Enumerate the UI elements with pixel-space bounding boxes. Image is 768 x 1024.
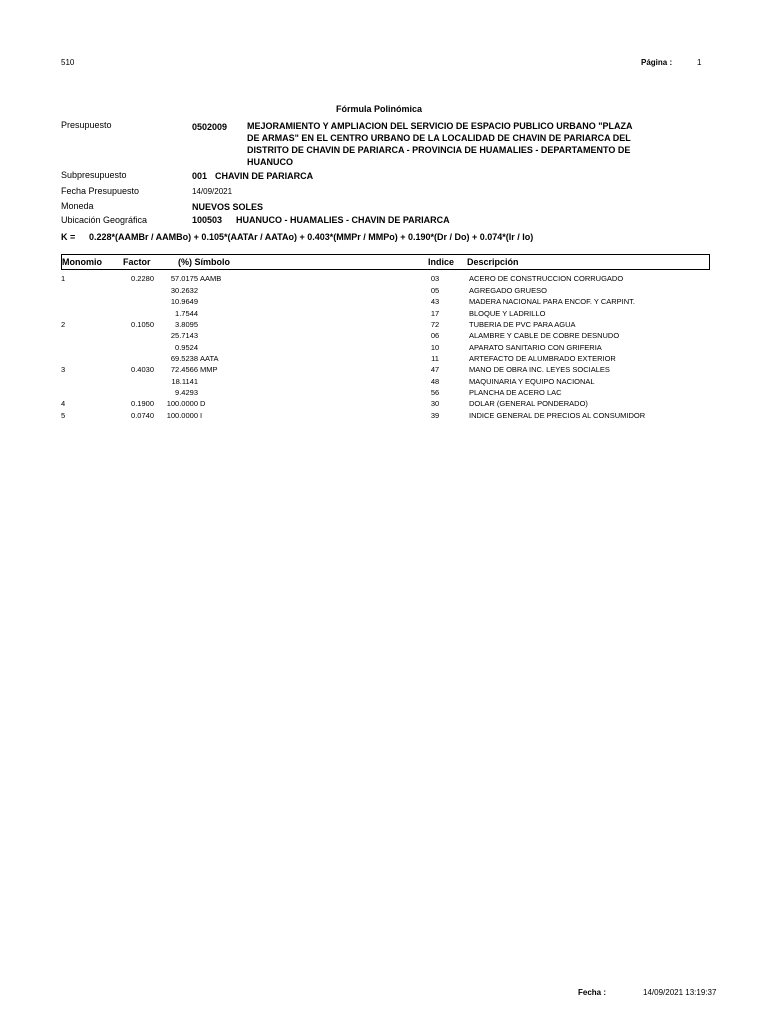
formula-label: K = — [61, 232, 76, 242]
fecha-presupuesto-value: 14/09/2021 — [192, 187, 233, 196]
cell-monomio: 2 — [61, 320, 66, 329]
subpresupuesto-name: CHAVIN DE PARIARCA — [215, 171, 314, 181]
table-row — [0, 320, 768, 331]
footer-date-label: Fecha : — [578, 988, 607, 997]
table-row — [0, 274, 768, 285]
ubicacion-label: Ubicación Geográfica — [61, 215, 148, 225]
table-row — [0, 388, 768, 399]
cell-monomio: 1 — [61, 274, 66, 283]
moneda-label: Moneda — [61, 201, 94, 211]
cell-descripcion: DOLAR (GENERAL PONDERADO) — [469, 399, 588, 408]
header-descripcion: Descripción — [467, 257, 519, 267]
cell-indice: 10 — [430, 343, 440, 352]
presupuesto-code: 0502009 — [192, 122, 228, 132]
table-row — [0, 365, 768, 376]
document-id: 510 — [61, 58, 75, 67]
cell-descripcion: MADERA NACIONAL PARA ENCOF. Y CARPINT. — [469, 297, 636, 306]
presupuesto-description — [247, 120, 642, 168]
cell-pct: 100.0000 — [166, 399, 198, 408]
page-number: 1 — [697, 58, 702, 67]
cell-monomio: 4 — [61, 399, 66, 408]
ubicacion-value: HUANUCO - HUAMALIES - CHAVIN DE PARIARCA — [236, 215, 450, 225]
cell-monomio: 3 — [61, 365, 66, 374]
table-row — [0, 343, 768, 354]
header-pct-symbol: (%) Símbolo — [178, 257, 230, 267]
subpresupuesto-code: 001 — [192, 171, 208, 181]
presupuesto-line: MEJORAMIENTO Y AMPLIACION DEL SERVICIO DE ESPACIO PUBLICO URBANO "PLAZA — [247, 121, 633, 131]
cell-indice: 48 — [430, 377, 440, 386]
cell-descripcion: ARTEFACTO DE ALUMBRADO EXTERIOR — [469, 354, 616, 363]
cell-descripcion: AGREGADO GRUESO — [469, 286, 547, 295]
table-row — [0, 377, 768, 388]
table-row — [0, 331, 768, 342]
moneda-value: NUEVOS SOLES — [192, 202, 264, 212]
cell-pct: 72.4566 — [170, 365, 198, 374]
presupuesto-label: Presupuesto — [61, 120, 112, 130]
cell-pct: 10.9649 — [170, 297, 198, 306]
cell-descripcion: ALAMBRE Y CABLE DE COBRE DESNUDO — [469, 331, 620, 340]
cell-factor: 0.4030 — [131, 365, 154, 374]
cell-pct: 1.7544 — [175, 309, 198, 318]
cell-symbol: MMP — [200, 365, 218, 374]
table-row — [0, 309, 768, 320]
cell-symbol: I — [200, 411, 203, 420]
table-row — [0, 354, 768, 365]
fecha-presupuesto-label: Fecha Presupuesto — [61, 186, 140, 196]
cell-descripcion: APARATO SANITARIO CON GRIFERIA — [469, 343, 602, 352]
header-monomio: Monomio — [62, 257, 102, 267]
cell-indice: 30 — [430, 399, 440, 408]
cell-indice: 47 — [430, 365, 440, 374]
presupuesto-line: DE ARMAS" EN EL CENTRO URBANO DE LA LOCALIDAD DE CHAVIN DE PARIARCA DEL — [247, 133, 631, 143]
cell-descripcion: MANO DE OBRA INC. LEYES SOCIALES — [469, 365, 610, 374]
cell-indice: 56 — [430, 388, 440, 397]
cell-descripcion: MAQUINARIA Y EQUIPO NACIONAL — [469, 377, 595, 386]
presupuesto-line: HUANUCO — [247, 157, 293, 167]
ubicacion-code: 100503 — [192, 215, 223, 225]
cell-pct: 100.0000 — [166, 411, 198, 420]
table-row — [0, 411, 768, 422]
cell-symbol: AAMB — [200, 274, 222, 283]
cell-indice: 39 — [430, 411, 440, 420]
footer-date-value: 14/09/2021 13:19:37 — [643, 988, 717, 997]
cell-monomio: 5 — [61, 411, 66, 420]
table-row — [0, 399, 768, 410]
cell-descripcion: PLANCHA DE ACERO LAC — [469, 388, 562, 397]
page-label: Página : — [641, 58, 673, 67]
cell-symbol: D — [200, 399, 206, 408]
presupuesto-line: DISTRITO DE CHAVIN DE PARIARCA - PROVINCIA DE HUAMALIES - DEPARTAMENTO DE — [247, 145, 631, 155]
cell-pct: 18.1141 — [171, 377, 198, 386]
formula-expression: 0.228*(AAMBr / AAMBo) + 0.105*(AATAr / AATAo) + 0.403*(MMPr / MMPo) + 0.190*(Dr / Do) + 0.074*(Ir / Io) — [89, 232, 534, 242]
cell-factor: 0.0740 — [131, 411, 154, 420]
cell-pct: 30.2632 — [170, 286, 198, 295]
table-header — [61, 254, 710, 270]
cell-indice: 11 — [431, 354, 439, 363]
cell-descripcion: BLOQUE Y LADRILLO — [469, 309, 546, 318]
cell-factor: 0.1900 — [131, 399, 154, 408]
cell-descripcion: ACERO DE CONSTRUCCION CORRUGADO — [469, 274, 624, 283]
table-row — [0, 297, 768, 308]
cell-descripcion: INDICE GENERAL DE PRECIOS AL CONSUMIDOR — [469, 411, 646, 420]
cell-indice: 06 — [430, 331, 440, 340]
cell-pct: 9.4293 — [175, 388, 198, 397]
subpresupuesto-label: Subpresupuesto — [61, 170, 127, 180]
cell-indice: 72 — [430, 320, 440, 329]
cell-pct: 25.7143 — [170, 331, 198, 340]
formula-line — [61, 232, 533, 242]
cell-symbol: AATA — [200, 354, 219, 363]
cell-indice: 05 — [430, 286, 440, 295]
cell-pct: 57.0175 — [170, 274, 198, 283]
cell-indice: 43 — [430, 297, 440, 306]
document-title: Fórmula Polinómica — [335, 104, 422, 114]
cell-pct: 69.5238 — [170, 354, 198, 363]
cell-factor: 0.1050 — [131, 320, 154, 329]
header-factor: Factor — [123, 257, 151, 267]
cell-indice: 17 — [430, 309, 440, 318]
cell-indice: 03 — [430, 274, 440, 283]
table-row — [0, 286, 768, 297]
cell-descripcion: TUBERIA DE PVC PARA AGUA — [469, 320, 576, 329]
cell-factor: 0.2280 — [131, 274, 154, 283]
header-indice: Indice — [428, 257, 455, 267]
cell-pct: 0.9524 — [175, 343, 198, 352]
cell-pct: 3.8095 — [175, 320, 198, 329]
